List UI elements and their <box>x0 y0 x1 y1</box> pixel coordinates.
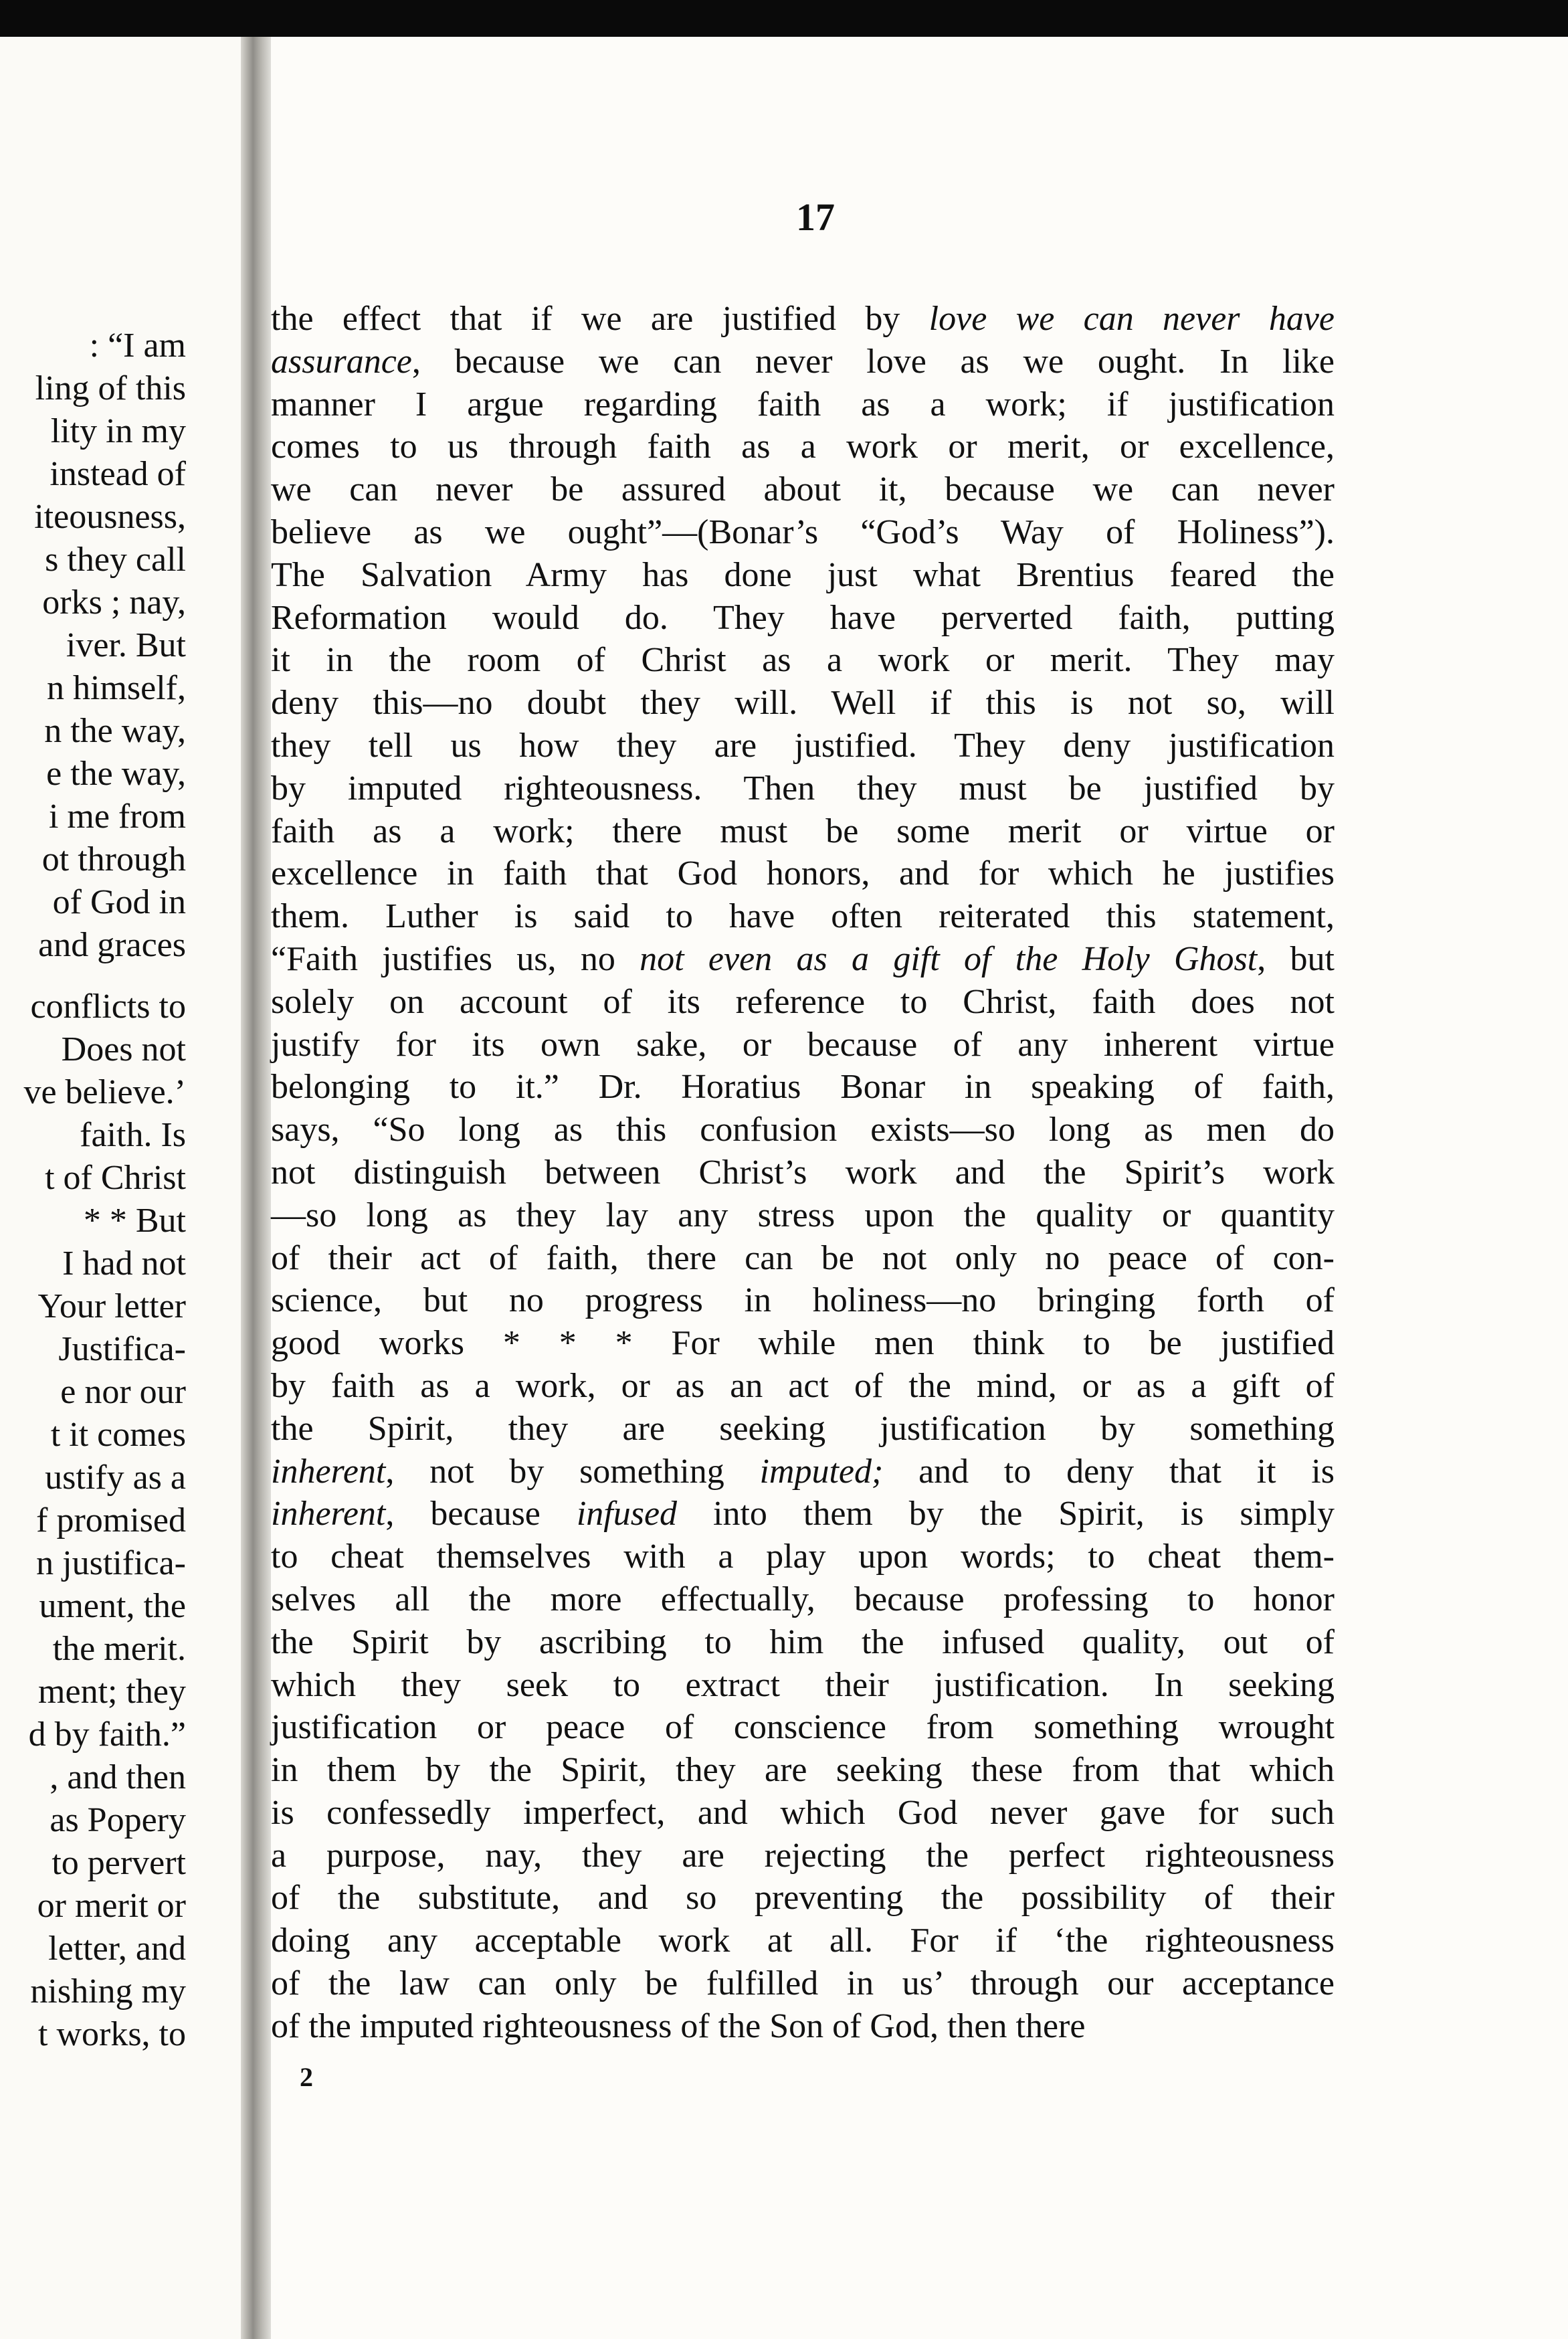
text-line: justification or peace of conscience from something wrought <box>271 1708 1335 1747</box>
text-line: they tell us how they are justified. They deny justification <box>271 726 1335 765</box>
left-page-line: or merit or <box>37 1887 186 1925</box>
text-line: justify for its own sake, or because of any inherent virtue <box>271 1025 1335 1064</box>
text-line: of the law can only be fulfilled in us’ through our acceptance <box>271 1964 1335 2003</box>
left-page <box>0 37 248 2339</box>
text-line: inherent, not by something imputed; and to deny that it is <box>271 1452 1335 1491</box>
text-line: good works * * * For while men think to be justified <box>271 1324 1335 1363</box>
left-page-line: as Popery <box>50 1801 186 1839</box>
left-page-line: orks ; nay, <box>42 583 186 622</box>
text-line: them. Luther is said to have often reiterated this statement, <box>271 897 1335 936</box>
left-page-line: Justifica- <box>58 1330 186 1368</box>
left-page-line: iteousness, <box>34 498 186 536</box>
italic-phrase: inherent <box>271 1452 386 1491</box>
text-line: inherent, because infused into them by the Spirit, is simply <box>271 1495 1335 1533</box>
text-line: by imputed righteousness. Then they must be justified by <box>271 769 1335 808</box>
left-page-line: i me from <box>48 798 186 836</box>
body-text <box>271 298 1335 2048</box>
left-page-line: Does not <box>61 1030 186 1068</box>
text-line: of the imputed righteousness of the Son of God, then there <box>271 2006 1086 2045</box>
text-line: excellence in faith that God honors, and for which he justifies <box>271 854 1335 893</box>
text-line: “Faith justifies us, no not even as a gift of the Holy Ghost, but <box>271 939 1335 978</box>
left-page-line: ment; they <box>38 1673 186 1711</box>
left-page-line: n the way, <box>44 712 186 750</box>
page-number: 17 <box>796 195 835 239</box>
left-page-line: d by faith.” <box>28 1715 186 1754</box>
text-line: the effect that if we are justified by love we can never have <box>271 300 1335 338</box>
left-page-line: : “I am <box>89 326 186 365</box>
left-page-line: the merit. <box>52 1630 186 1668</box>
text-line: doing any acceptable work at all. For if ‘the righteousness <box>271 1922 1335 1960</box>
text-line: The Salvation Army has done just what Brentius feared the <box>271 555 1335 594</box>
text-line: by faith as a work, or as an act of the mind, or as a gift of <box>271 1366 1335 1405</box>
text-line: we can never be assured about it, because we can never <box>271 470 1335 509</box>
text-line: not distinguish between Christ’s work and the Spirit’s work <box>271 1153 1335 1192</box>
left-page-line: Your letter <box>37 1287 186 1325</box>
left-page-line: nishing my <box>30 1972 186 2010</box>
left-page-line: iver. But <box>66 626 186 664</box>
text-line: of the substitute, and so preventing the possibility of their <box>271 1879 1335 1917</box>
text-line: the Spirit by ascribing to him the infused quality, out of <box>271 1622 1335 1661</box>
left-page-line: of God in <box>52 883 186 921</box>
text-line: selves all the more effectually, because professing to honor <box>271 1580 1335 1618</box>
italic-phrase: inherent <box>271 1495 386 1533</box>
italic-phrase: infused <box>576 1495 678 1533</box>
left-page-line: e nor our <box>60 1373 186 1411</box>
left-page-line: instead of <box>50 455 186 493</box>
left-page-line: lity in my <box>50 412 186 450</box>
text-line: believe as we ought”—(Bonar’s “God’s Way of Holiness”). <box>271 512 1335 551</box>
italic-phrase: love we can never have <box>928 300 1335 338</box>
left-page-line: t works, to <box>38 2015 186 2053</box>
text-line: faith as a work; there must be some merit or virtue or <box>271 812 1335 850</box>
signature-mark: 2 <box>300 2062 313 2092</box>
text-line: it in the room of Christ as a work or merit. They may <box>271 641 1335 680</box>
left-page-line: f promised <box>36 1501 186 1539</box>
text-line: science, but no progress in holiness—no bringing forth of <box>271 1281 1335 1320</box>
text-line: deny this—no doubt they will. Well if this is not so, will <box>271 684 1335 723</box>
text-line: assurance, because we can never love as we ought. In like <box>271 342 1335 381</box>
text-line: in them by the Spirit, they are seeking these from that which <box>271 1751 1335 1790</box>
text-line: the Spirit, they are seeking justification by something <box>271 1409 1335 1448</box>
text-line: says, “So long as this confusion exists—so long as men do <box>271 1111 1335 1149</box>
italic-phrase: imputed; <box>759 1452 884 1491</box>
left-page-line: * * But <box>83 1202 186 1240</box>
left-page-line: ling of this <box>35 369 186 407</box>
left-page-line: conflicts to <box>30 988 186 1026</box>
text-line: comes to us through faith as a work or merit, or excellence, <box>271 428 1335 466</box>
text-line: is confessedly imperfect, and which God never gave for such <box>271 1793 1335 1832</box>
text-line: belonging to it.” Dr. Horatius Bonar in speaking of faith, <box>271 1068 1335 1107</box>
text-line: which they seek to extract their justification. In seeking <box>271 1665 1335 1704</box>
italic-phrase: assurance <box>271 342 412 381</box>
left-page-line: ot through <box>41 840 186 878</box>
left-page-line: s they call <box>45 541 186 579</box>
text-line: of their act of faith, there can be not only no peace of con- <box>271 1238 1335 1277</box>
italic-phrase: not even as a gift of the Holy Ghost <box>640 939 1258 978</box>
left-page-line: ustify as a <box>45 1459 186 1497</box>
text-line: a purpose, nay, they are rejecting the perfect righteousness <box>271 1836 1335 1875</box>
text-line: solely on account of its reference to Christ, faith does not <box>271 982 1335 1021</box>
text-line: to cheat themselves with a play upon words; to cheat them- <box>271 1537 1335 1576</box>
left-page-line: to pervert <box>52 1844 186 1882</box>
left-page-line: faith. Is <box>80 1116 186 1154</box>
text-line: —so long as they lay any stress upon the quality or quantity <box>271 1196 1335 1234</box>
left-page-line: n himself, <box>47 669 186 707</box>
left-page-line: letter, and <box>48 1930 186 1968</box>
left-page-line: t it comes <box>50 1416 186 1454</box>
left-page-line: ve believe.’ <box>23 1073 186 1111</box>
left-page-line: and graces <box>38 926 186 964</box>
left-page-line: ument, the <box>39 1587 186 1625</box>
left-page-line: I had not <box>62 1244 186 1283</box>
text-line: Reformation would do. They have perverted faith, putting <box>271 598 1335 637</box>
left-page-line: , and then <box>50 1758 186 1796</box>
left-page-line: e the way, <box>46 755 186 793</box>
left-page-line: n justifica- <box>36 1544 186 1582</box>
text-line: manner I argue regarding faith as a work; if justification <box>271 385 1335 424</box>
left-page-line: t of Christ <box>45 1159 186 1197</box>
